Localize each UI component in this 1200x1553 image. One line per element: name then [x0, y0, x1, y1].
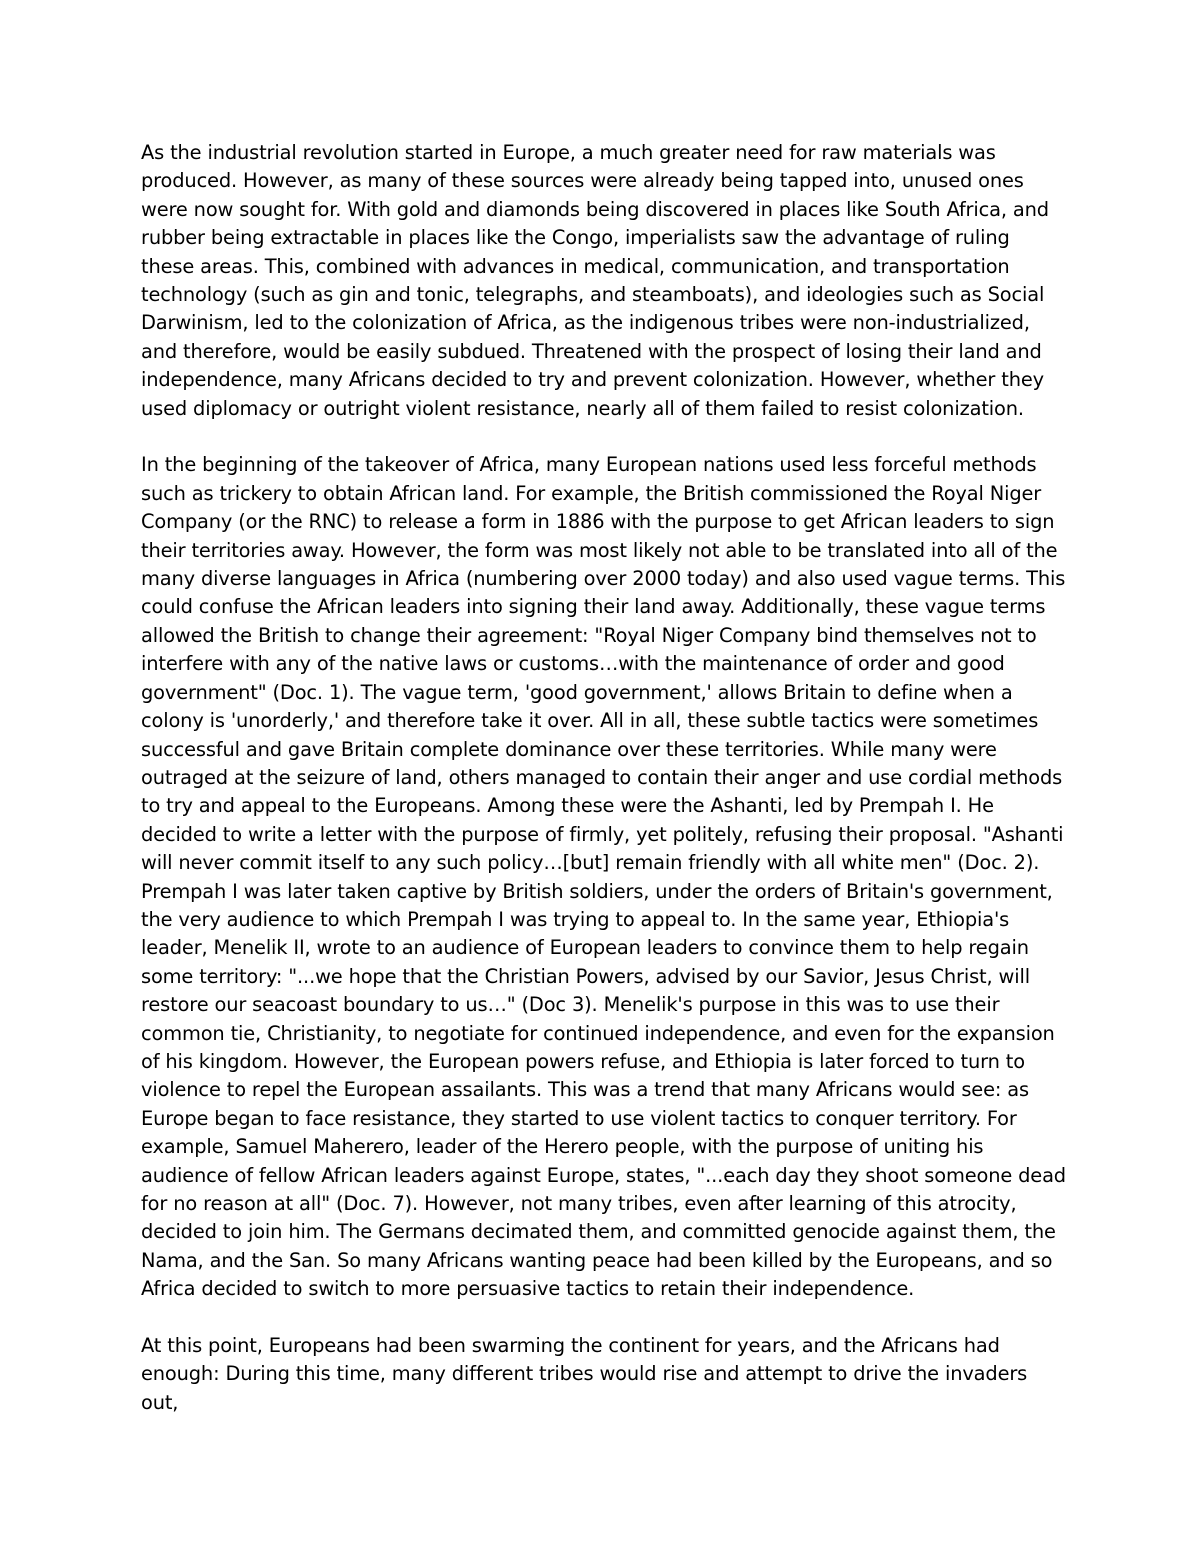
document-body [141, 139, 1066, 1417]
paragraph-intro: As the industrial revolution started in Europe, a much greater need for raw materials was produced. However, as many of these sources were already being tapped into, unused ones were now sought for. With gold and diamonds being discovered in places like South Africa, and rubber being extractable in places like the Congo, imperialists saw the advantage of ruling these areas. This, combined with advances in medical, communication, and transportation technology (such as gin and tonic, telegraphs, and steamboats), and ideologies such as Social Darwinism, led to the colonization of Africa, as the indigenous tribes were non-industrialized, and therefore, would be easily subdued. Threatened with the prospect of losing their land and independence, many Africans decided to try and prevent colonization. However, whether they used diplomacy or outright violent resistance, nearly all of them failed to resist colonization. [141, 141, 1049, 420]
paragraph-continuation: At this point, Europeans had been swarming the continent for years, and the Africans had enough: During this time, many different tribes would rise and attempt to drive the invaders out, [141, 1334, 1028, 1414]
paragraph-body: In the beginning of the takeover of Africa, many European nations used less forceful methods such as trickery to obtain African land. For example, the British commissioned the Royal Niger Company (or the RNC) to release a form in 1886 with the purpose to get African leaders to sign their territories away. However, the form was most likely not able to be translated into all of the many diverse languages in Africa (numbering over 2000 today) and also used vague terms. This could confuse the African leaders into signing their land away. Additionally, these vague terms allowed the British to change their agreement: "Royal Niger Company bind themselves not to interfere with any of the native laws or customs…with the maintenance of order and good government" (Doc. 1). The vague term, 'good government,' allows Britain to define when a colony is 'unorderly,' and therefore take it over. All in all, these subtle tactics were sometimes successful and gave Britain complete dominance over these territories. While many were outraged at the seizure of land, others managed to contain their anger and use cordial methods to try and appeal to the Europeans. Among these were the Ashanti, led by Prempah I. He decided to write a letter with the purpose of firmly, yet politely, refusing their proposal. "Ashanti will never commit itself to any such policy…[but] remain friendly with all white men" (Doc. 2). Prempah I was later taken captive by British soldiers, under the orders of Britain's government, the very audience to which Prempah I was trying to appeal to. In the same year, Ethiopia's leader, Menelik II, wrote to an audience of European leaders to convince them to help regain some territory: "...we hope that the Christian Powers, advised by our Savior, Jesus Christ, will restore our seacoast boundary to us…" (Doc 3). Menelik's purpose in this was to use their common tie, Christianity, to negotiate for continued independence, and even for the expansion of his kingdom. However, the European powers refuse, and Ethiopia is later forced to turn to violence to repel the European assailants. This was a trend that many Africans would see: as Europe began to face resistance, they started to use violent tactics to conquer territory. For example, Samuel Maherero, leader of the Herero people, with the purpose of uniting his audience of fellow African leaders against Europe, states, "...each day they shoot someone dead for no reason at all" (Doc. 7). However, not many tribes, even after learning of this atrocity, decided to join him. The Germans decimated them, and committed genocide against them, the Nama, and the San. So many Africans wanting peace had been killed by the Europeans, and so Africa decided to switch to more persuasive tactics to retain their independence. [141, 453, 1066, 1301]
